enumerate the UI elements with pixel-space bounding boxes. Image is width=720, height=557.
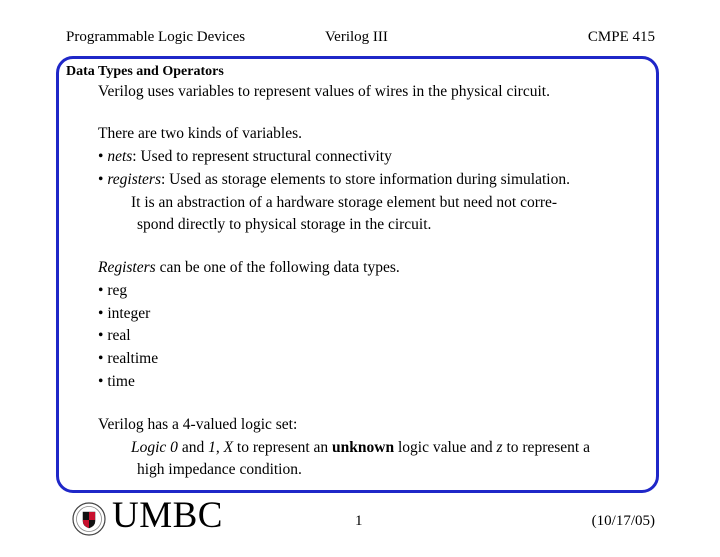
nets-term: nets (107, 148, 133, 165)
header-lecture-title: Verilog III (325, 29, 388, 45)
registers-term-2: Registers (98, 259, 156, 276)
logic-text: and (177, 439, 209, 456)
logic-continuation: high impedance condition. (137, 461, 302, 478)
data-type-label: realtime (107, 350, 159, 367)
bullet: • (98, 327, 104, 344)
logic-text: to represent an (233, 439, 333, 456)
nets-description: : Used to represent structural connectivity (132, 148, 392, 165)
logic-line (131, 439, 590, 457)
registers-continuation-1: It is an abstraction of a hardware storage element but need not corre- (131, 194, 558, 211)
bullet: • (98, 373, 104, 390)
bullet: • (98, 305, 104, 322)
data-types-description: can be one of the following data types. (155, 259, 400, 276)
umbc-logo: UMBC (112, 495, 223, 536)
registers-description: : Used as storage elements to store information during simulation. (161, 171, 570, 188)
logic-0: Logic 0 (131, 439, 178, 456)
bullet: • (98, 171, 104, 188)
list-item-data-type (98, 350, 158, 368)
list-item-data-type (98, 327, 131, 345)
header-course-title: Programmable Logic Devices (66, 29, 246, 45)
logic-text: to represent a (502, 439, 590, 456)
section-title: Data Types and Operators (66, 64, 224, 79)
data-type-label: reg (107, 282, 128, 299)
unknown-term: unknown (332, 439, 395, 456)
logic-text: , (215, 439, 224, 456)
header-course-code: CMPE 415 (587, 29, 655, 45)
logic-text: logic value and (394, 439, 497, 456)
list-item-data-type (98, 305, 150, 323)
page-number: 1 (355, 513, 363, 529)
bullet: • (98, 148, 104, 165)
logic-x: X (223, 439, 234, 456)
list-item-registers (98, 171, 570, 189)
data-types-intro (98, 259, 400, 277)
data-type-label: integer (107, 305, 151, 322)
list-item-data-type (98, 282, 127, 300)
logic-1: 1 (208, 439, 216, 456)
university-seal-icon (72, 502, 106, 536)
data-type-label: time (107, 373, 135, 390)
list-item-nets (98, 148, 392, 166)
bullet: • (98, 282, 104, 299)
list-item-data-type (98, 373, 135, 391)
intro-text: Verilog uses variables to represent values of wires in the physical circuit. (98, 83, 550, 100)
footer-date: (10/17/05) (591, 513, 655, 529)
data-type-label: real (107, 327, 131, 344)
kinds-intro: There are two kinds of variables. (98, 125, 303, 142)
logic-z: z (496, 439, 503, 456)
registers-term: registers (107, 171, 161, 188)
logic-intro: Verilog has a 4-valued logic set: (98, 416, 298, 433)
bullet: • (98, 350, 104, 367)
registers-continuation-2: spond directly to physical storage in the circuit. (137, 216, 432, 233)
